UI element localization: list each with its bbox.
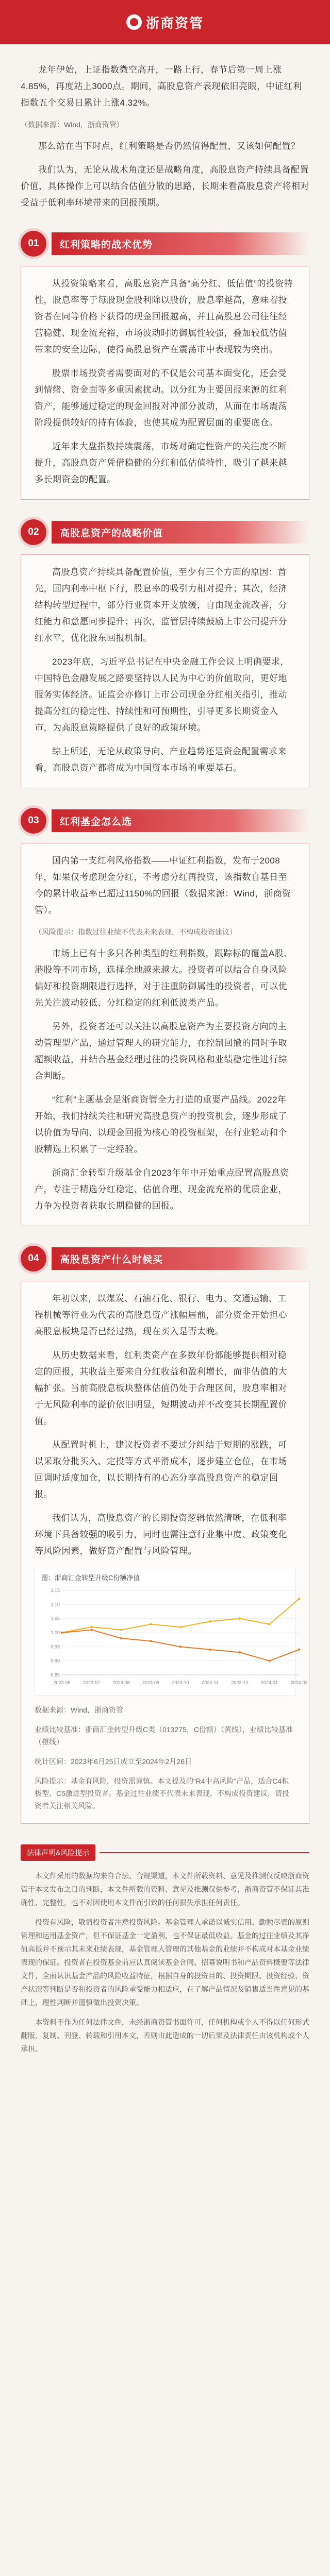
series-point bbox=[209, 1620, 211, 1622]
x-tick-label: 2024-01 bbox=[260, 1680, 278, 1685]
disclaimer-badge: 法律声明&风险提示 bbox=[21, 1844, 95, 1861]
section-header bbox=[21, 806, 309, 836]
x-tick-label: 2023-11 bbox=[202, 1680, 219, 1685]
y-tick-label: 0.95 bbox=[51, 1644, 60, 1650]
x-tick-label: 2023-09 bbox=[142, 1680, 160, 1685]
chart-period-note: 统计区间：2023年6月25日成立至2024年2月26日 bbox=[35, 1757, 192, 1766]
series-point bbox=[150, 1640, 152, 1642]
series-point bbox=[90, 1626, 92, 1628]
series-point bbox=[209, 1649, 211, 1651]
y-tick-label: 0.85 bbox=[51, 1672, 60, 1677]
intro-source: （数据来源：Wind，浙商资管） bbox=[21, 121, 124, 129]
section-box bbox=[21, 1281, 309, 1824]
disclaimer-paragraph: 投资有风险，敬请投资者注意投资风险。基金管理人承诺以诚实信用、勤勉尽责的原则管理和运用基金资产，但不保证基金一定盈利，也不保证最低收益。基金的过往业绩及其净值高低并不预示其未来业绩表现，基金管理人管理的其他基金的业绩并不构成对本基金业绩表现的保证。投资者在投资基金前应认真阅读基金合同、招募说明书和产品资料概要等法律文件，全面认识基金产品的风险收益特征，根据自身的投资目的、投资期限、投资经验、资产状况等判断是否和投资者的风险承受能力相适应，在了解产品情况及销售适当性意见的基础上，理性判断并谨慎做出投资决策。 bbox=[21, 1918, 309, 2007]
disclaimer-paragraph: 本资料不作为任何法律文件，未经浙商资管书面许可，任何机构或个人不得以任何形式翻版、复制、刊登、转载和引用本文，否则由此造成的一切后果及法律责任由该机构或个人承担。 bbox=[21, 2018, 309, 2053]
series-point bbox=[120, 1629, 122, 1631]
series-point bbox=[179, 1626, 182, 1628]
chart-title: 图：浙商汇金转型升级C份额净值 bbox=[41, 1574, 140, 1582]
intro-paragraph: 龙年伊始，上证指数微空高开，一路上行，春节后第一周上涨4.85%，再度站上3000点。期间，高股息资产表现依旧亮眼，中证红利指数五个交易日累计上涨4.32%。 bbox=[21, 65, 302, 108]
section-paragraph: 市场上已有十多只各种类型的红利指数，跟踪标的覆盖A股、港股等不同市场，选择余地越来越大。投资者可以结合自身风险偏好和投资期限进行选择，对于注重防御属性的投资者，可以优先关注波动较低、分红稳定的红利低波类产品。 bbox=[35, 948, 293, 1008]
disclaimer-header bbox=[21, 1844, 309, 1861]
section-title: 高股息资产的战略价值 bbox=[52, 521, 309, 544]
section-paragraph: 综上所述，无论从政策导向、产业趋势还是资金配置需求来看，高股息资产都将成为中国资本市场的重要基石。 bbox=[35, 747, 287, 773]
section-header bbox=[21, 517, 309, 547]
section-paragraph: 股票市场投资者需要面对的不仅是公司基本面变化，还会受到情绪、资金面等多重因素扰动。以分红为主要回报来源的红利资产，能够通过稳定的现金回报对冲部分波动，从而在市场震荡阶段提供较好的持有体验，也使其成为配置层面的重要底仓。 bbox=[35, 368, 287, 428]
brand-name: 浙商资管 bbox=[145, 15, 204, 31]
section-paragraph: 从投资策略来看，高股息资产具备“高分红、低估值”的投资特性，股息率等于每股现金股利除以股价，股息率越高，意味着投资者在同等价格下获得的现金回报越高，并且高股息公司往往经营稳健、现金流充裕，市场波动时防御属性较强，叠加较低估值带来的安全边际，使得高股息资产在震荡市中表现较为突出。 bbox=[35, 279, 293, 354]
section-number: 02 bbox=[21, 519, 46, 545]
section-paragraph: “红利”主题基金是浙商资管全力打造的重要产品线。2022年开始，我们持续关注和研究高股息资产的投资机会，逐步形成了以价值为导向、以现金回报为核心的投资框架，在行业轮动和个股精选上积累了一定经验。 bbox=[35, 1095, 287, 1154]
section-box bbox=[21, 266, 309, 500]
section-paragraph: 年初以来，以煤炭、石油石化、银行、电力、交通运输、工程机械等行业为代表的高股息资产涨幅居前，部分资金开始担心高股息板块是否已经过热，现在买入是否太晚。 bbox=[35, 1294, 287, 1336]
section-number: 01 bbox=[21, 231, 46, 257]
section-number: 03 bbox=[21, 808, 46, 834]
series-point bbox=[298, 1649, 300, 1651]
section-title: 红利策略的战术优势 bbox=[52, 232, 309, 255]
x-tick-label: 2023-12 bbox=[231, 1680, 249, 1685]
section-paragraph: 浙商汇金转型升级基金自2023年年中开始重点配置高股息资产，专注于精选分红稳定、估值合理、现金流充裕的优质企业，力争为投资者获取长期稳健的回报。 bbox=[35, 1168, 289, 1211]
section-paragraph: 高股息资产持续具备配置价值，至少有三个方面的原因：首先，国内利率中枢下行，股息率的吸引力相对提升；其次，经济结构转型过程中，部分行业资本开支放缓，自由现金流改善，分红能力和意愿同步提升；再次，监管层持续鼓励上市公司提升分红水平，优化股东回报机制。 bbox=[35, 567, 287, 643]
nav-line-chart bbox=[41, 1585, 308, 1688]
y-tick-label: 0.90 bbox=[51, 1658, 60, 1664]
section-note: （风险提示：指数过往业绩不代表未来表现，不构成投资建议） bbox=[35, 928, 237, 936]
section-paragraph: 2023年底，习近平总书记在中央金融工作会议上明确要求，中国特色金融发展之路要坚持以人民为中心的价值取向，更好地服务实体经济。证监会亦修订上市公司现金分红相关指引，推动提高分红的稳定性、持续性和可预期性，引导更多长期资金入市，为高股息策略提供了良好的政策环境。 bbox=[35, 657, 289, 733]
article-body bbox=[0, 44, 330, 2056]
chart-source: 数据来源：Wind，浙商资管 bbox=[35, 1706, 123, 1714]
nav-chart bbox=[35, 1567, 308, 1696]
series-point bbox=[298, 1598, 300, 1600]
section-header bbox=[21, 1244, 309, 1274]
section-paragraph: 我们认为，高股息资产的长期投资逻辑依然清晰，在低利率环境下具备较强的吸引力，同时也需注意行业集中度、政策变化等风险因素，做好资产配置与风险管理。 bbox=[35, 1513, 287, 1556]
series-point bbox=[150, 1623, 152, 1625]
section-paragraph: 国内第一支红利风格指数——中证红利指数，发布于2008年，如果仅考虑现金分红，不考虑分红再投资，该指数自基日至今的累计收益率已超过1150%的回报（数据来源：Wind，浙商资管）。 bbox=[35, 856, 291, 915]
chart-benchmark-note: 业绩比较基准：浙商汇金转型升级C类（013275，C份额）（黄线），业绩比较基准（橙线） bbox=[35, 1725, 293, 1746]
section-paragraph: 近年来大盘指数持续震荡，市场对确定性资产的关注度不断提升，高股息资产凭借稳健的分红和低估值特性，吸引了越来越多长期资金的配置。 bbox=[35, 442, 287, 484]
x-tick-label: 2023-08 bbox=[112, 1680, 130, 1685]
section-title: 红利基金怎么选 bbox=[52, 809, 309, 832]
intro-paragraph: 那么站在当下时点，红利策略是否仍然值得配置，又该如何配置？ bbox=[38, 141, 300, 151]
series-point bbox=[61, 1632, 63, 1634]
section-paragraph: 从历史数据来看，红利类资产在多数年份都能够提供相对稳定的回报，其收益主要来自分红收益和盈利增长，而非估值的大幅扩张。当前高股息板块整体估值仍处于合理区间，股息率相对于无风险利率的溢价依旧明显，短期波动并不改变其长期配置价值。 bbox=[35, 1350, 287, 1426]
series-point bbox=[239, 1651, 241, 1653]
series-point bbox=[120, 1637, 122, 1639]
x-tick-label: 2023-06 bbox=[53, 1680, 71, 1685]
section-number: 04 bbox=[21, 1246, 46, 1272]
y-tick-label: 1.15 bbox=[51, 1588, 60, 1593]
series-point bbox=[239, 1617, 241, 1619]
y-tick-label: 1.00 bbox=[51, 1630, 60, 1635]
series-point bbox=[90, 1629, 92, 1631]
y-tick-label: 1.05 bbox=[51, 1616, 60, 1621]
section-box bbox=[21, 843, 309, 1226]
section-title: 高股息资产什么时候买 bbox=[52, 1247, 309, 1270]
section-paragraph: 另外，投资者还可以关注以高股息资产为主要投资方向的主动管理型产品，通过管理人的研究能力，在控制回撤的同时争取超额收益，并结合基金经理过往的投资风格和业绩稳定性进行综合判断。 bbox=[35, 1022, 287, 1081]
disclaimer-paragraph: 本文件采用的数据均来自合法、合规渠道，本文件所载资料、意见及推测仅反映浙商资管于本文发布之日的判断，本文件所载的资料、意见及推测仅供参考，浙商资管不保证其准确性、完整性，也不对因使用本文件而引致的任何损失承担任何责任。 bbox=[21, 1872, 309, 1907]
x-tick-label: 2023-10 bbox=[172, 1680, 189, 1685]
disclaimer-divider bbox=[100, 1852, 309, 1853]
series-point bbox=[179, 1646, 182, 1648]
brand-header bbox=[0, 0, 330, 44]
x-tick-label: 2023-07 bbox=[82, 1680, 101, 1685]
section-box bbox=[21, 554, 309, 788]
brand-logo-icon bbox=[126, 14, 142, 30]
y-tick-label: 1.10 bbox=[51, 1602, 60, 1607]
series-point bbox=[268, 1623, 270, 1625]
series-point bbox=[268, 1659, 270, 1662]
chart-risk-note: 风险提示：基金有风险，投资需谨慎。本文提及的“R4中高风险”产品，适合C4积极型、C5激进型投资者。基金过往业绩不代表未来表现，不构成投资建议，请投资者关注相关风险。 bbox=[35, 1777, 289, 1810]
series-line bbox=[62, 1630, 299, 1661]
section-header bbox=[21, 229, 309, 259]
section-paragraph: 从配置时机上，建议投资者不要过分纠结于短期的涨跌，可以采取分批买入、定投等方式平滑成本，逐步建立仓位，在市场回调时适度加仓，以长期持有的心态分享高股息资产的稳定回报。 bbox=[35, 1440, 287, 1499]
x-tick-label: 2024-02 bbox=[290, 1680, 308, 1685]
intro-paragraph: 我们认为，无论从战术角度还是战略角度，高股息资产持续具备配置价值，具体操作上可以结合估值分散的思路，长期来看高股息资产将相对受益于低利率环境带来的回报预期。 bbox=[21, 165, 309, 208]
